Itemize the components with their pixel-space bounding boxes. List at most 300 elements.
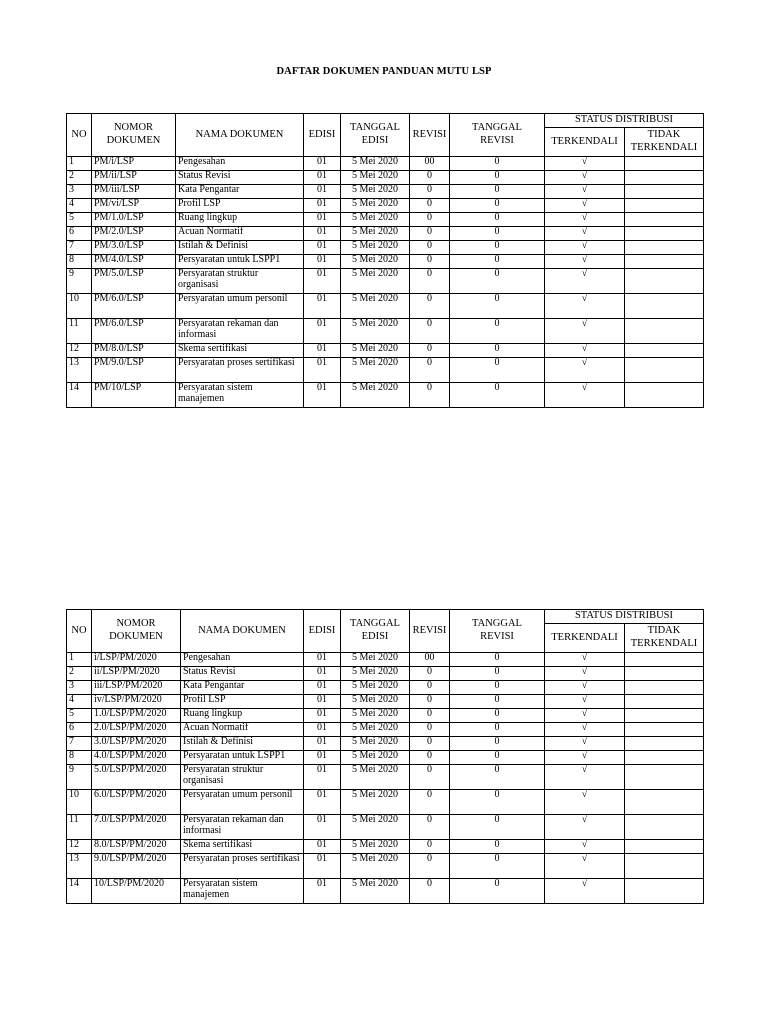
cell-edisi: 01 bbox=[304, 294, 341, 319]
cell-revisi: 0 bbox=[410, 709, 450, 723]
cell-nama-dokumen: Persyaratan umum personil bbox=[176, 294, 304, 319]
table-row bbox=[67, 344, 704, 358]
header-terkendali: TERKENDALI bbox=[545, 624, 625, 653]
cell-tanggal-revisi: 0 bbox=[450, 344, 545, 358]
cell-revisi: 0 bbox=[410, 213, 450, 227]
cell-edisi: 01 bbox=[304, 185, 341, 199]
header-no: NO bbox=[67, 610, 92, 653]
cell-edisi: 01 bbox=[304, 255, 341, 269]
header-text: TERKENDALI bbox=[630, 142, 698, 153]
cell-revisi: 0 bbox=[410, 199, 450, 213]
cell-nama-dokumen: Profil LSP bbox=[181, 695, 304, 709]
header-text: NOMOR bbox=[113, 122, 154, 134]
header-revisi: REVISI bbox=[410, 114, 450, 157]
table-row bbox=[67, 815, 704, 840]
cell-tidak-terkendali bbox=[625, 383, 704, 408]
cell-nomor-dokumen: PM/5.0/LSP bbox=[92, 269, 176, 294]
cell-tanggal-edisi: 5 Mei 2020 bbox=[341, 790, 410, 815]
header-text: TANGGAL bbox=[350, 122, 400, 134]
cell-tanggal-edisi: 5 Mei 2020 bbox=[341, 765, 410, 790]
cell-no: 6 bbox=[67, 227, 92, 241]
header-text: TERKENDALI bbox=[630, 638, 698, 649]
cell-tanggal-edisi: 5 Mei 2020 bbox=[341, 751, 410, 765]
table-row bbox=[67, 653, 704, 667]
table-row bbox=[67, 157, 704, 171]
cell-tanggal-edisi: 5 Mei 2020 bbox=[341, 681, 410, 695]
cell-revisi: 0 bbox=[410, 227, 450, 241]
cell-nomor-dokumen: iii/LSP/PM/2020 bbox=[92, 681, 181, 695]
cell-tanggal-revisi: 0 bbox=[450, 653, 545, 667]
cell-revisi: 0 bbox=[410, 319, 450, 344]
cell-tanggal-revisi: 0 bbox=[450, 319, 545, 344]
cell-tanggal-revisi: 0 bbox=[450, 737, 545, 751]
cell-terkendali: √ bbox=[545, 213, 625, 227]
cell-nama-dokumen: Persyaratan untuk LSPP1 bbox=[181, 751, 304, 765]
cell-terkendali: √ bbox=[545, 709, 625, 723]
cell-revisi: 0 bbox=[410, 815, 450, 840]
cell-terkendali: √ bbox=[545, 765, 625, 790]
cell-terkendali: √ bbox=[545, 815, 625, 840]
cell-nomor-dokumen: iv/LSP/PM/2020 bbox=[92, 695, 181, 709]
cell-terkendali: √ bbox=[545, 199, 625, 213]
table-row bbox=[67, 294, 704, 319]
header-edisi: EDISI bbox=[304, 114, 341, 157]
table-row bbox=[67, 227, 704, 241]
cell-tanggal-edisi: 5 Mei 2020 bbox=[341, 227, 410, 241]
header-edisi: EDISI bbox=[304, 610, 341, 653]
cell-revisi: 0 bbox=[410, 667, 450, 681]
page-title: DAFTAR DOKUMEN PANDUAN MUTU LSP bbox=[276, 66, 492, 77]
table-row bbox=[67, 879, 704, 904]
cell-nomor-dokumen: PM/vi/LSP bbox=[92, 199, 176, 213]
cell-tidak-terkendali bbox=[625, 241, 704, 255]
cell-nama-dokumen: Kata Pengantar bbox=[181, 681, 304, 695]
cell-edisi: 01 bbox=[304, 319, 341, 344]
cell-revisi: 0 bbox=[410, 879, 450, 904]
cell-nomor-dokumen: 5.0/LSP/PM/2020 bbox=[92, 765, 181, 790]
table-row bbox=[67, 709, 704, 723]
cell-nomor-dokumen: 2.0/LSP/PM/2020 bbox=[92, 723, 181, 737]
cell-edisi: 01 bbox=[304, 269, 341, 294]
cell-tidak-terkendali bbox=[625, 854, 704, 879]
cell-terkendali: √ bbox=[545, 653, 625, 667]
cell-tidak-terkendali bbox=[625, 157, 704, 171]
header-status-distribusi: STATUS DISTRIBUSI bbox=[545, 610, 704, 624]
cell-nomor-dokumen: ii/LSP/PM/2020 bbox=[92, 667, 181, 681]
cell-tanggal-revisi: 0 bbox=[450, 227, 545, 241]
cell-tanggal-revisi: 0 bbox=[450, 723, 545, 737]
cell-tidak-terkendali bbox=[625, 319, 704, 344]
cell-nama-dokumen: Persyaratan proses sertifikasi bbox=[176, 358, 304, 383]
cell-tidak-terkendali bbox=[625, 294, 704, 319]
cell-tidak-terkendali bbox=[625, 709, 704, 723]
cell-nama-dokumen: Persyaratan struktur organisasi bbox=[176, 269, 304, 294]
cell-nomor-dokumen: PM/2.0/LSP bbox=[92, 227, 176, 241]
cell-tidak-terkendali bbox=[625, 723, 704, 737]
cell-no: 8 bbox=[67, 751, 92, 765]
cell-tidak-terkendali bbox=[625, 790, 704, 815]
cell-terkendali: √ bbox=[545, 751, 625, 765]
header-status-distribusi: STATUS DISTRIBUSI bbox=[545, 114, 704, 128]
cell-tidak-terkendali bbox=[625, 213, 704, 227]
cell-nama-dokumen: Kata Pengantar bbox=[176, 185, 304, 199]
cell-nama-dokumen: Pengesahan bbox=[181, 653, 304, 667]
table-row bbox=[67, 185, 704, 199]
cell-tidak-terkendali bbox=[625, 269, 704, 294]
cell-nama-dokumen: Persyaratan sistem manajemen bbox=[181, 879, 304, 904]
cell-terkendali: √ bbox=[545, 358, 625, 383]
cell-tidak-terkendali bbox=[625, 840, 704, 854]
cell-nomor-dokumen: i/LSP/PM/2020 bbox=[92, 653, 181, 667]
cell-tanggal-edisi: 5 Mei 2020 bbox=[341, 185, 410, 199]
cell-tidak-terkendali bbox=[625, 879, 704, 904]
cell-nama-dokumen: Istilah & Definisi bbox=[181, 737, 304, 751]
cell-revisi: 0 bbox=[410, 681, 450, 695]
header-tidak-terkendali bbox=[625, 624, 704, 653]
cell-revisi: 0 bbox=[410, 790, 450, 815]
table-row bbox=[67, 737, 704, 751]
cell-nama-dokumen: Ruang lingkup bbox=[176, 213, 304, 227]
cell-nama-dokumen: Persyaratan rekaman dan informasi bbox=[181, 815, 304, 840]
cell-edisi: 01 bbox=[304, 765, 341, 790]
cell-edisi: 01 bbox=[304, 171, 341, 185]
cell-tanggal-edisi: 5 Mei 2020 bbox=[341, 695, 410, 709]
cell-no: 13 bbox=[67, 358, 92, 383]
cell-terkendali: √ bbox=[545, 383, 625, 408]
cell-no: 5 bbox=[67, 709, 92, 723]
cell-nomor-dokumen: PM/i/LSP bbox=[92, 157, 176, 171]
document-table-2 bbox=[66, 609, 704, 904]
cell-no: 9 bbox=[67, 269, 92, 294]
header-terkendali: TERKENDALI bbox=[545, 128, 625, 157]
table-row bbox=[67, 790, 704, 815]
cell-tanggal-edisi: 5 Mei 2020 bbox=[341, 199, 410, 213]
cell-nama-dokumen: Skema sertifikasi bbox=[176, 344, 304, 358]
cell-terkendali: √ bbox=[545, 227, 625, 241]
cell-terkendali: √ bbox=[545, 723, 625, 737]
cell-terkendali: √ bbox=[545, 319, 625, 344]
cell-terkendali: √ bbox=[545, 681, 625, 695]
cell-terkendali: √ bbox=[545, 241, 625, 255]
cell-terkendali: √ bbox=[545, 157, 625, 171]
cell-no: 5 bbox=[67, 213, 92, 227]
table-row bbox=[67, 213, 704, 227]
header-text: DOKUMEN bbox=[109, 631, 163, 642]
cell-no: 13 bbox=[67, 854, 92, 879]
header-text: TIDAK bbox=[647, 625, 681, 637]
cell-no: 11 bbox=[67, 815, 92, 840]
cell-tanggal-edisi: 5 Mei 2020 bbox=[341, 213, 410, 227]
cell-nomor-dokumen: 3.0/LSP/PM/2020 bbox=[92, 737, 181, 751]
cell-tanggal-edisi: 5 Mei 2020 bbox=[341, 344, 410, 358]
cell-nama-dokumen: Persyaratan rekaman dan informasi bbox=[176, 319, 304, 344]
header-tanggal-revisi bbox=[450, 610, 545, 653]
cell-edisi: 01 bbox=[304, 241, 341, 255]
cell-nomor-dokumen: 8.0/LSP/PM/2020 bbox=[92, 840, 181, 854]
cell-no: 8 bbox=[67, 255, 92, 269]
cell-tanggal-revisi: 0 bbox=[450, 854, 545, 879]
cell-nama-dokumen: Status Revisi bbox=[176, 171, 304, 185]
cell-tidak-terkendali bbox=[625, 255, 704, 269]
header-tidak-terkendali bbox=[625, 128, 704, 157]
cell-edisi: 01 bbox=[304, 815, 341, 840]
header-text: REVISI bbox=[480, 135, 514, 146]
cell-no: 4 bbox=[67, 695, 92, 709]
cell-no: 11 bbox=[67, 319, 92, 344]
cell-tidak-terkendali bbox=[625, 695, 704, 709]
cell-nama-dokumen: Persyaratan proses sertifikasi bbox=[181, 854, 304, 879]
cell-nomor-dokumen: 6.0/LSP/PM/2020 bbox=[92, 790, 181, 815]
cell-nama-dokumen: Persyaratan umum personil bbox=[181, 790, 304, 815]
cell-revisi: 00 bbox=[410, 157, 450, 171]
cell-edisi: 01 bbox=[304, 840, 341, 854]
cell-tanggal-revisi: 0 bbox=[450, 269, 545, 294]
cell-revisi: 0 bbox=[410, 723, 450, 737]
cell-tanggal-revisi: 0 bbox=[450, 709, 545, 723]
cell-no: 7 bbox=[67, 737, 92, 751]
cell-tanggal-revisi: 0 bbox=[450, 765, 545, 790]
cell-tidak-terkendali bbox=[625, 653, 704, 667]
cell-tanggal-edisi: 5 Mei 2020 bbox=[341, 815, 410, 840]
cell-terkendali: √ bbox=[545, 840, 625, 854]
cell-revisi: 0 bbox=[410, 840, 450, 854]
cell-nomor-dokumen: PM/9.0/LSP bbox=[92, 358, 176, 383]
cell-tidak-terkendali bbox=[625, 344, 704, 358]
cell-tanggal-revisi: 0 bbox=[450, 751, 545, 765]
cell-nomor-dokumen: PM/4.0/LSP bbox=[92, 255, 176, 269]
cell-no: 3 bbox=[67, 185, 92, 199]
cell-terkendali: √ bbox=[545, 185, 625, 199]
cell-tanggal-edisi: 5 Mei 2020 bbox=[341, 171, 410, 185]
cell-tanggal-edisi: 5 Mei 2020 bbox=[341, 667, 410, 681]
cell-terkendali: √ bbox=[545, 695, 625, 709]
cell-edisi: 01 bbox=[304, 213, 341, 227]
cell-edisi: 01 bbox=[304, 854, 341, 879]
header-text: NOMOR bbox=[116, 618, 156, 630]
header-text: TANGGAL bbox=[472, 122, 522, 134]
cell-tanggal-revisi: 0 bbox=[450, 241, 545, 255]
cell-nama-dokumen: Skema sertifikasi bbox=[181, 840, 304, 854]
cell-nomor-dokumen: 9.0/LSP/PM/2020 bbox=[92, 854, 181, 879]
cell-edisi: 01 bbox=[304, 737, 341, 751]
cell-nomor-dokumen: 1.0/LSP/PM/2020 bbox=[92, 709, 181, 723]
cell-edisi: 01 bbox=[304, 879, 341, 904]
table-row bbox=[67, 199, 704, 213]
table-row bbox=[67, 358, 704, 383]
header-nama-dokumen: NAMA DOKUMEN bbox=[176, 114, 304, 157]
cell-tanggal-edisi: 5 Mei 2020 bbox=[341, 255, 410, 269]
cell-edisi: 01 bbox=[304, 199, 341, 213]
cell-revisi: 0 bbox=[410, 383, 450, 408]
table-header bbox=[67, 610, 704, 653]
cell-no: 10 bbox=[67, 294, 92, 319]
cell-edisi: 01 bbox=[304, 790, 341, 815]
cell-tanggal-revisi: 0 bbox=[450, 255, 545, 269]
cell-revisi: 0 bbox=[410, 854, 450, 879]
header-tanggal-edisi bbox=[341, 114, 410, 157]
header-tanggal-revisi bbox=[450, 114, 545, 157]
cell-revisi: 0 bbox=[410, 255, 450, 269]
header-text: EDISI bbox=[361, 135, 389, 146]
table-row bbox=[67, 840, 704, 854]
cell-tidak-terkendali bbox=[625, 751, 704, 765]
cell-revisi: 0 bbox=[410, 358, 450, 383]
cell-tanggal-edisi: 5 Mei 2020 bbox=[341, 319, 410, 344]
cell-terkendali: √ bbox=[545, 879, 625, 904]
cell-no: 14 bbox=[67, 383, 92, 408]
cell-terkendali: √ bbox=[545, 171, 625, 185]
cell-tidak-terkendali bbox=[625, 667, 704, 681]
cell-nama-dokumen: Persyaratan struktur organisasi bbox=[181, 765, 304, 790]
cell-edisi: 01 bbox=[304, 751, 341, 765]
cell-terkendali: √ bbox=[545, 737, 625, 751]
cell-nomor-dokumen: PM/ii/LSP bbox=[92, 171, 176, 185]
header-text: TANGGAL bbox=[350, 618, 400, 630]
table-row bbox=[67, 171, 704, 185]
cell-terkendali: √ bbox=[545, 269, 625, 294]
cell-tanggal-revisi: 0 bbox=[450, 840, 545, 854]
cell-nomor-dokumen: PM/iii/LSP bbox=[92, 185, 176, 199]
cell-tanggal-revisi: 0 bbox=[450, 294, 545, 319]
cell-revisi: 0 bbox=[410, 294, 450, 319]
cell-edisi: 01 bbox=[304, 723, 341, 737]
cell-tanggal-revisi: 0 bbox=[450, 199, 545, 213]
cell-tanggal-edisi: 5 Mei 2020 bbox=[341, 723, 410, 737]
cell-revisi: 0 bbox=[410, 765, 450, 790]
cell-tanggal-edisi: 5 Mei 2020 bbox=[341, 241, 410, 255]
cell-tanggal-edisi: 5 Mei 2020 bbox=[341, 854, 410, 879]
table-row bbox=[67, 765, 704, 790]
cell-tanggal-revisi: 0 bbox=[450, 667, 545, 681]
cell-tanggal-revisi: 0 bbox=[450, 790, 545, 815]
header-text: TANGGAL bbox=[472, 618, 522, 630]
cell-edisi: 01 bbox=[304, 681, 341, 695]
cell-tanggal-revisi: 0 bbox=[450, 213, 545, 227]
cell-tanggal-edisi: 5 Mei 2020 bbox=[341, 269, 410, 294]
cell-tanggal-revisi: 0 bbox=[450, 185, 545, 199]
cell-no: 14 bbox=[67, 879, 92, 904]
table-row bbox=[67, 269, 704, 294]
cell-no: 12 bbox=[67, 344, 92, 358]
header-nomor-dokumen bbox=[92, 610, 181, 653]
cell-no: 2 bbox=[67, 667, 92, 681]
document-table-1 bbox=[66, 113, 704, 408]
cell-nama-dokumen: Persyaratan sistem manajemen bbox=[176, 383, 304, 408]
cell-edisi: 01 bbox=[304, 653, 341, 667]
cell-tanggal-edisi: 5 Mei 2020 bbox=[341, 653, 410, 667]
cell-tanggal-edisi: 5 Mei 2020 bbox=[341, 294, 410, 319]
cell-no: 1 bbox=[67, 653, 92, 667]
cell-terkendali: √ bbox=[545, 854, 625, 879]
cell-tanggal-revisi: 0 bbox=[450, 358, 545, 383]
cell-tidak-terkendali bbox=[625, 227, 704, 241]
cell-nama-dokumen: Pengesahan bbox=[176, 157, 304, 171]
cell-terkendali: √ bbox=[545, 344, 625, 358]
cell-edisi: 01 bbox=[304, 383, 341, 408]
cell-tanggal-edisi: 5 Mei 2020 bbox=[341, 383, 410, 408]
cell-edisi: 01 bbox=[304, 344, 341, 358]
cell-tidak-terkendali bbox=[625, 185, 704, 199]
table-row bbox=[67, 241, 704, 255]
cell-nomor-dokumen: 10/LSP/PM/2020 bbox=[92, 879, 181, 904]
table-row bbox=[67, 695, 704, 709]
cell-revisi: 0 bbox=[410, 185, 450, 199]
cell-nomor-dokumen: PM/10/LSP bbox=[92, 383, 176, 408]
cell-edisi: 01 bbox=[304, 358, 341, 383]
header-no: NO bbox=[67, 114, 92, 157]
cell-tidak-terkendali bbox=[625, 815, 704, 840]
cell-tanggal-edisi: 5 Mei 2020 bbox=[341, 709, 410, 723]
table-header bbox=[67, 114, 704, 157]
cell-no: 2 bbox=[67, 171, 92, 185]
table-row bbox=[67, 383, 704, 408]
cell-tanggal-edisi: 5 Mei 2020 bbox=[341, 879, 410, 904]
cell-nama-dokumen: Acuan Normatif bbox=[176, 227, 304, 241]
cell-nama-dokumen: Istilah & Definisi bbox=[176, 241, 304, 255]
cell-nomor-dokumen: PM/1.0/LSP bbox=[92, 213, 176, 227]
cell-nama-dokumen: Ruang lingkup bbox=[181, 709, 304, 723]
header-tanggal-edisi bbox=[341, 610, 410, 653]
cell-no: 7 bbox=[67, 241, 92, 255]
cell-no: 6 bbox=[67, 723, 92, 737]
cell-no: 9 bbox=[67, 765, 92, 790]
cell-edisi: 01 bbox=[304, 709, 341, 723]
cell-tanggal-revisi: 0 bbox=[450, 157, 545, 171]
table-row bbox=[67, 751, 704, 765]
cell-tidak-terkendali bbox=[625, 199, 704, 213]
cell-tidak-terkendali bbox=[625, 171, 704, 185]
cell-revisi: 0 bbox=[410, 751, 450, 765]
cell-edisi: 01 bbox=[304, 667, 341, 681]
cell-revisi: 0 bbox=[410, 737, 450, 751]
cell-tanggal-revisi: 0 bbox=[450, 879, 545, 904]
cell-no: 12 bbox=[67, 840, 92, 854]
cell-no: 4 bbox=[67, 199, 92, 213]
cell-tidak-terkendali bbox=[625, 681, 704, 695]
cell-no: 3 bbox=[67, 681, 92, 695]
header-text: TIDAK bbox=[647, 129, 681, 141]
cell-tanggal-revisi: 0 bbox=[450, 695, 545, 709]
cell-revisi: 0 bbox=[410, 241, 450, 255]
cell-terkendali: √ bbox=[545, 667, 625, 681]
cell-revisi: 0 bbox=[410, 269, 450, 294]
table-row bbox=[67, 681, 704, 695]
header-text: DOKUMEN bbox=[106, 135, 161, 146]
cell-revisi: 0 bbox=[410, 344, 450, 358]
cell-nama-dokumen: Profil LSP bbox=[176, 199, 304, 213]
cell-tanggal-revisi: 0 bbox=[450, 171, 545, 185]
cell-nomor-dokumen: PM/6.0/LSP bbox=[92, 294, 176, 319]
cell-nomor-dokumen: 4.0/LSP/PM/2020 bbox=[92, 751, 181, 765]
cell-revisi: 00 bbox=[410, 653, 450, 667]
table-row bbox=[67, 255, 704, 269]
cell-nomor-dokumen: 7.0/LSP/PM/2020 bbox=[92, 815, 181, 840]
cell-tanggal-edisi: 5 Mei 2020 bbox=[341, 737, 410, 751]
cell-edisi: 01 bbox=[304, 157, 341, 171]
cell-nomor-dokumen: PM/8.0/LSP bbox=[92, 344, 176, 358]
cell-tanggal-revisi: 0 bbox=[450, 681, 545, 695]
cell-nomor-dokumen: PM/6.0/LSP bbox=[92, 319, 176, 344]
cell-no: 10 bbox=[67, 790, 92, 815]
cell-tidak-terkendali bbox=[625, 765, 704, 790]
cell-terkendali: √ bbox=[545, 790, 625, 815]
cell-nama-dokumen: Persyaratan untuk LSPP1 bbox=[176, 255, 304, 269]
cell-edisi: 01 bbox=[304, 227, 341, 241]
table-row bbox=[67, 854, 704, 879]
header-text: EDISI bbox=[361, 631, 389, 642]
cell-terkendali: √ bbox=[545, 255, 625, 269]
cell-nama-dokumen: Status Revisi bbox=[181, 667, 304, 681]
